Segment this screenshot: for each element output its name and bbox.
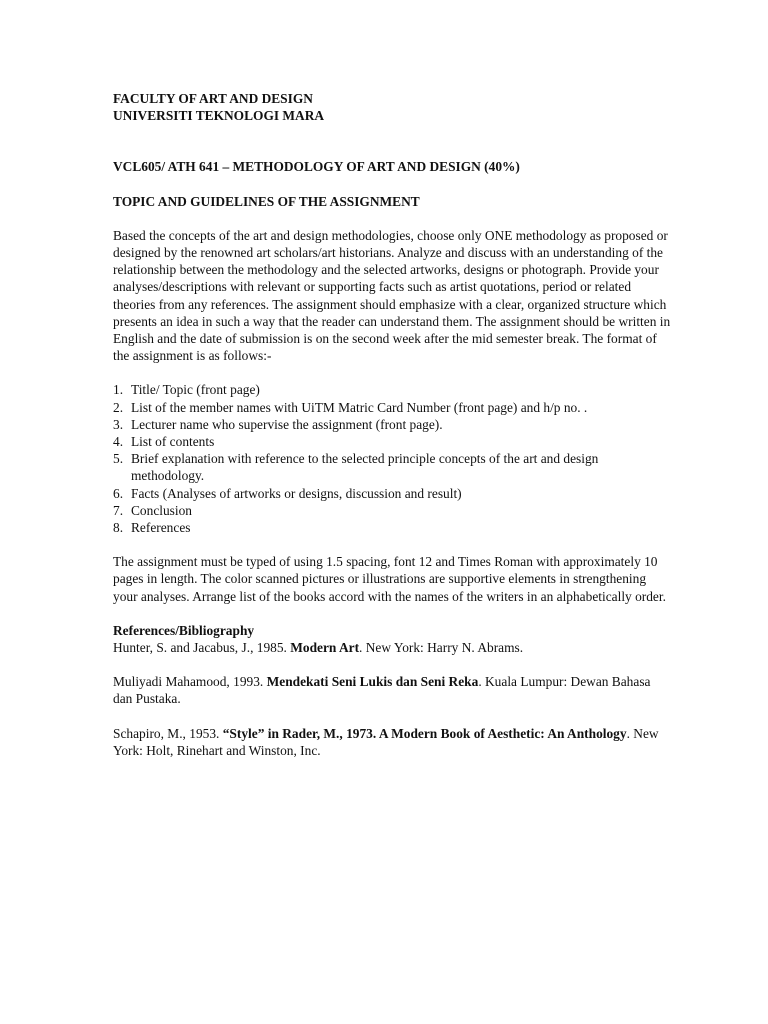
list-item-number: 4.: [113, 434, 124, 450]
university-heading: UNIVERSITI TEKNOLOGI MARA: [113, 108, 325, 124]
list-item: [113, 381, 673, 398]
list-item-number: 1.: [113, 382, 124, 398]
list-item-text: Title/ Topic (front page): [131, 382, 260, 398]
format-list: [113, 381, 673, 536]
list-item: [113, 433, 673, 450]
reference-entry: [113, 639, 673, 656]
list-item-text: Lecturer name who supervise the assignment (front page).: [131, 416, 443, 432]
list-item-text: References: [131, 520, 191, 536]
list-item-number: 6.: [113, 485, 124, 501]
document-page: [113, 90, 673, 759]
reference-publisher: . New York: Holt, Rinehart and Winston, Inc.: [113, 725, 659, 758]
reference-title: Mendekati Seni Lukis dan Seni Reka: [266, 674, 479, 690]
course-title: VCL605/ ATH 641 – METHODOLOGY OF ART AND DESIGN (40%): [113, 159, 520, 175]
reference-entry: [113, 725, 673, 759]
list-item-text: List of contents: [131, 434, 215, 450]
list-item-number: 7.: [113, 502, 124, 518]
list-item-text: Brief explanation with reference to the selected principle concepts of the art and design methodology.: [131, 451, 599, 484]
references-heading: References/Bibliography: [113, 622, 255, 638]
reference-title: Modern Art: [290, 640, 360, 656]
reference-publisher: . New York: Harry N. Abrams.: [359, 640, 524, 656]
list-item-text: List of the member names with UiTM Matric Card Number (front page) and h/p no. .: [131, 399, 588, 415]
reference-author: Muliyadi Mahamood, 1993.: [113, 674, 267, 690]
list-item-number: 3.: [113, 416, 124, 432]
list-item: [113, 399, 673, 416]
closing-paragraph: The assignment must be typed of using 1.5 spacing, font 12 and Times Roman with approximately 10 pages in length. The color scanned pictures or illustrations are supportive elements in strengthening your analyses. Arrange list of the books accord with the names of the writers in an alphabetically order.: [113, 554, 666, 604]
reference-author: Hunter, S. and Jacabus, J., 1985.: [113, 640, 291, 656]
reference-author: Schapiro, M., 1953.: [113, 725, 223, 741]
list-item-number: 8.: [113, 520, 124, 536]
reference-publisher: . Kuala Lumpur: Dewan Bahasa dan Pustaka.: [113, 674, 651, 707]
faculty-heading: FACULTY OF ART AND DESIGN: [113, 91, 313, 106]
intro-paragraph: Based the concepts of the art and design methodologies, choose only ONE methodology as proposed or designed by the renowned art scholars/art historians. Analyze and discuss with an understanding of the relationship between the methodology and the selected artworks, designs or photograph. Provide your analyses/descriptions with relevant or supporting facts such as artist quotations, period or related theories from any references. The assignment should emphasize with a clear, organized structure which presents an idea in such a way that the reader can understand them. The assignment should be written in English and the date of submission is on the second week after the mid semester break. The format of the assignment is as follows:-: [113, 227, 671, 364]
list-item-number: 5.: [113, 451, 124, 467]
list-item-text: Conclusion: [131, 502, 193, 518]
list-item: [113, 519, 673, 536]
topic-heading: TOPIC AND GUIDELINES OF THE ASSIGNMENT: [113, 193, 420, 209]
list-item-number: 2.: [113, 399, 124, 415]
reference-entry: [113, 673, 673, 707]
list-item: [113, 450, 673, 484]
reference-title: “Style” in Rader, M., 1973. A Modern Book of Aesthetic: An Anthology: [222, 725, 627, 741]
list-item-text: Facts (Analyses of artworks or designs, discussion and result): [131, 485, 462, 501]
list-item: [113, 416, 673, 433]
list-item: [113, 502, 673, 519]
list-item: [113, 485, 673, 502]
